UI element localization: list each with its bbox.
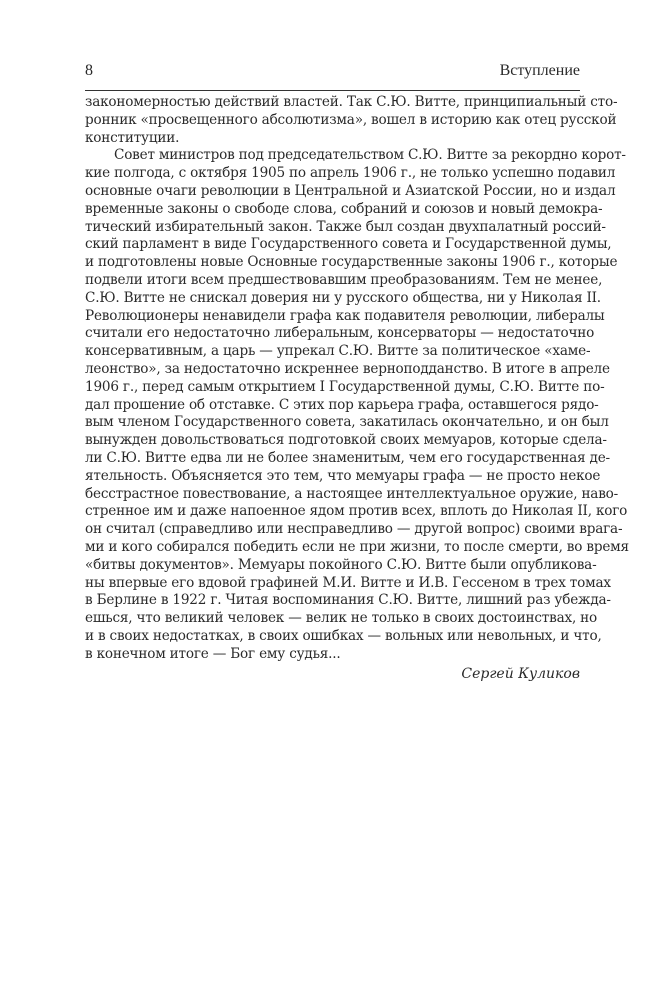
text-line: и подготовлены новые Основные государственные законы 1906 г., которые	[85, 254, 618, 271]
text-line: леонство», за недостаточно искреннее верноподданство. В итоге в апреле	[85, 360, 610, 377]
text-line: в Берлине в 1922 г. Читая воспоминания С.Ю. Витте, лишний раз убежда-	[85, 592, 611, 609]
text-line: закономерностью действий властей. Так С.Ю. Витте, принципиальный сто-	[85, 94, 618, 110]
text-line: считали его недостаточно либеральным, консерваторы — недостаточно	[85, 325, 595, 342]
text-line: ли С.Ю. Витте едва ли не более знаменитым, чем его государственная де-	[85, 449, 610, 466]
running-header	[85, 62, 580, 82]
text-line: консервативным, а царь — упрекал С.Ю. Витте за политическое «хаме-	[85, 343, 591, 360]
text-line: вым членом Государственного совета, закатилась окончательно, и он был	[85, 414, 609, 431]
text-line: в конечном итоге — Бог ему судья...	[85, 645, 341, 662]
text-line: ятельность. Объясняется это тем, что мемуары графа — не просто некое	[85, 467, 601, 484]
text-line: вынужден довольствоваться подготовкой своих мемуаров, которые сдела-	[85, 432, 607, 449]
text-line: ешься, что великий человек — велик не только в своих достоинствах, но	[85, 610, 598, 627]
text-line: ми и кого собирался победить если не при жизни, то после смерти, во время	[85, 538, 629, 555]
text-line: Совет министров под председательством С.Ю. Витте за рекордно корот-	[114, 147, 626, 164]
text-line: дал прошение об отставке. С этих пор карьера графа, оставшегося рядо-	[85, 396, 599, 413]
text-line: ронник «просвещенного абсолютизма», вошел в историю как отец русской	[85, 111, 617, 128]
text-line: 1906 г., перед самым открытием I Государственной думы, С.Ю. Витте по-	[85, 378, 605, 395]
text-line: стренное им и даже напоенное ядом против всех, вплоть до Николая II, кого	[85, 503, 628, 520]
paragraph	[85, 94, 618, 147]
text-line: тический избирательный закон. Также был создан двухпалатный россий-	[85, 218, 606, 235]
author-signature: Сергей Куликов	[461, 666, 580, 682]
text-line: подвели итоги всем предшествовавшим преобразованиям. Тем не менее,	[85, 271, 603, 288]
text-line: конституции.	[85, 129, 180, 146]
text-line: временные законы о свободе слова, собраний и союзов и новый демокра-	[85, 200, 603, 217]
text-line: кие полгода, с октября 1905 по апрель 1906 г., не только успешно подавил	[85, 165, 616, 182]
text-line: основные очаги революции в Центральной и Азиатской России, но и издал	[85, 182, 616, 199]
text-line: ский парламент в виде Государственного совета и Государственной думы,	[85, 236, 612, 253]
paragraph	[85, 147, 629, 663]
text-line: «битвы документов». Мемуары покойного С.Ю. Витте были опубликова-	[85, 556, 597, 573]
running-title: Вступление	[499, 62, 580, 79]
header-rule	[85, 90, 580, 91]
text-line: бесстрастное повествование, а настоящее интеллектуальное оружие, наво-	[85, 485, 619, 502]
text-line: С.Ю. Витте не снискал доверия ни у русского общества, ни у Николая II.	[85, 289, 601, 306]
text-line: и в своих недостатках, в своих ошибках — вольных или невольных, и что,	[85, 627, 602, 644]
text-line: Революционеры ненавидели графа как подавителя революции, либералы	[85, 307, 605, 324]
body-text	[85, 94, 629, 664]
page-number: 8	[85, 62, 93, 79]
text-line: ны впервые его вдовой графиней М.И. Витте и И.В. Гессеном в трех томах	[85, 574, 611, 591]
text-line: он считал (справедливо или несправедливо — другой вопрос) своими врага-	[85, 521, 623, 538]
